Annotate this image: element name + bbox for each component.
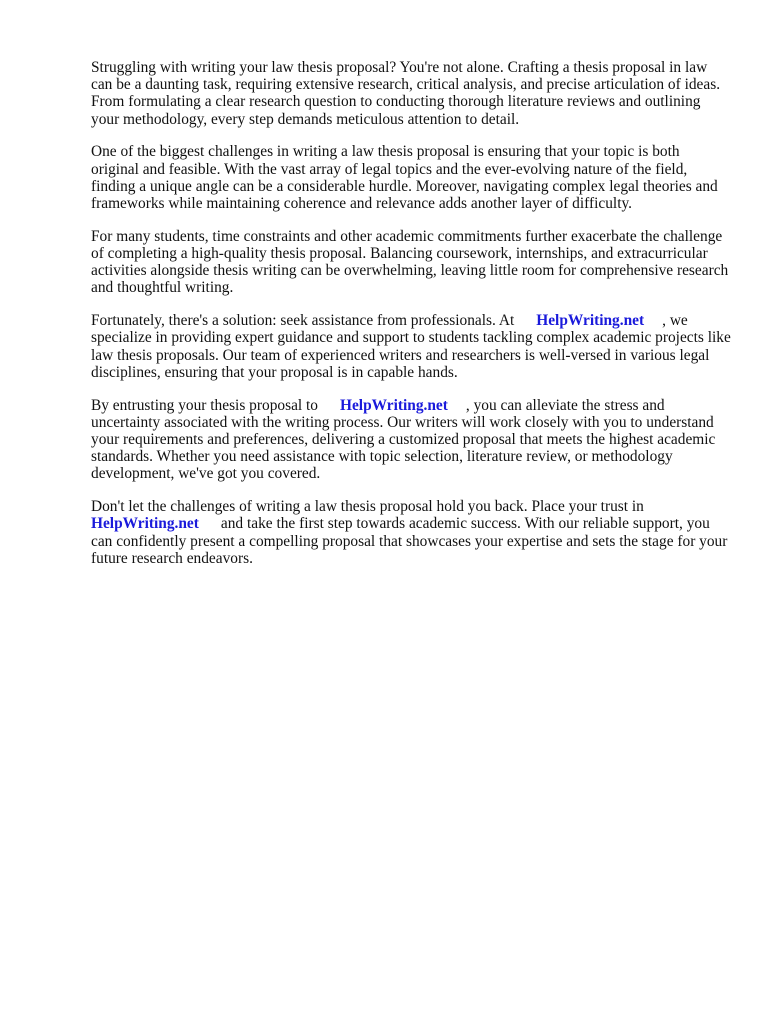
paragraph-time-constraints: For many students, time constraints and other academic commitments further exacerbate the challenge of completing a high-quality thesis proposal. Balancing coursework, internships, and extracurricular activities alongside thesis writing can be overwhelming, leaving little room for comprehensive research and thoughtful writing. xyxy=(91,227,729,297)
helpwriting-link[interactable]: HelpWriting.net xyxy=(536,312,645,330)
paragraph-text: and take the first step towards academic success. With our reliable support, you can confidently present a compelling proposal that showcases your expertise and sets the stage for your future research endeavors. xyxy=(91,515,728,567)
paragraph-text: By entrusting your thesis proposal to xyxy=(91,396,318,414)
paragraph-solution xyxy=(91,312,731,381)
helpwriting-link[interactable]: HelpWriting.net xyxy=(91,515,199,533)
helpwriting-link[interactable]: HelpWriting.net xyxy=(340,396,448,414)
paragraph-entrusting xyxy=(91,397,731,483)
paragraph-text: , we specialize in providing expert guidance and support to students tackling complex academic projects like law thesis proposals. Our team of experienced writers and researchers is well-versed in various legal disciplines, ensuring that your proposal is in capable hands. xyxy=(91,312,731,381)
paragraph-challenges: One of the biggest challenges in writing a law thesis proposal is ensuring that your topic is both original and feasible. With the vast array of legal topics and the ever-evolving nature of the field, finding a unique angle can be a considerable hurdle. Moreover, navigating complex legal theories and frameworks while maintaining coherence and relevance adds another layer of difficulty. xyxy=(91,143,718,213)
document-body xyxy=(91,59,731,583)
paragraph-text: , you can alleviate the stress and uncertainty associated with the writing process. Our writers will work closely with you to understand your requirements and preferences, delivering a customized proposal that meets the highest academic standards. Whether you need assistance with topic selection, literature review, or methodology development, we've got you covered. xyxy=(91,396,716,483)
paragraph-text: Don't let the challenges of writing a law thesis proposal hold you back. Place your trust in xyxy=(91,498,644,516)
paragraph-intro: Struggling with writing your law thesis proposal? You're not alone. Crafting a thesis proposal in law can be a daunting task, requiring extensive research, critical analysis, and precise articulation of ideas. From formulating a clear research question to conducting thorough literature reviews and outlining your methodology, every step demands meticulous attention to detail. xyxy=(91,59,721,128)
paragraph-closing xyxy=(91,498,731,567)
paragraph-text: Fortunately, there's a solution: seek assistance from professionals. At xyxy=(91,312,515,330)
